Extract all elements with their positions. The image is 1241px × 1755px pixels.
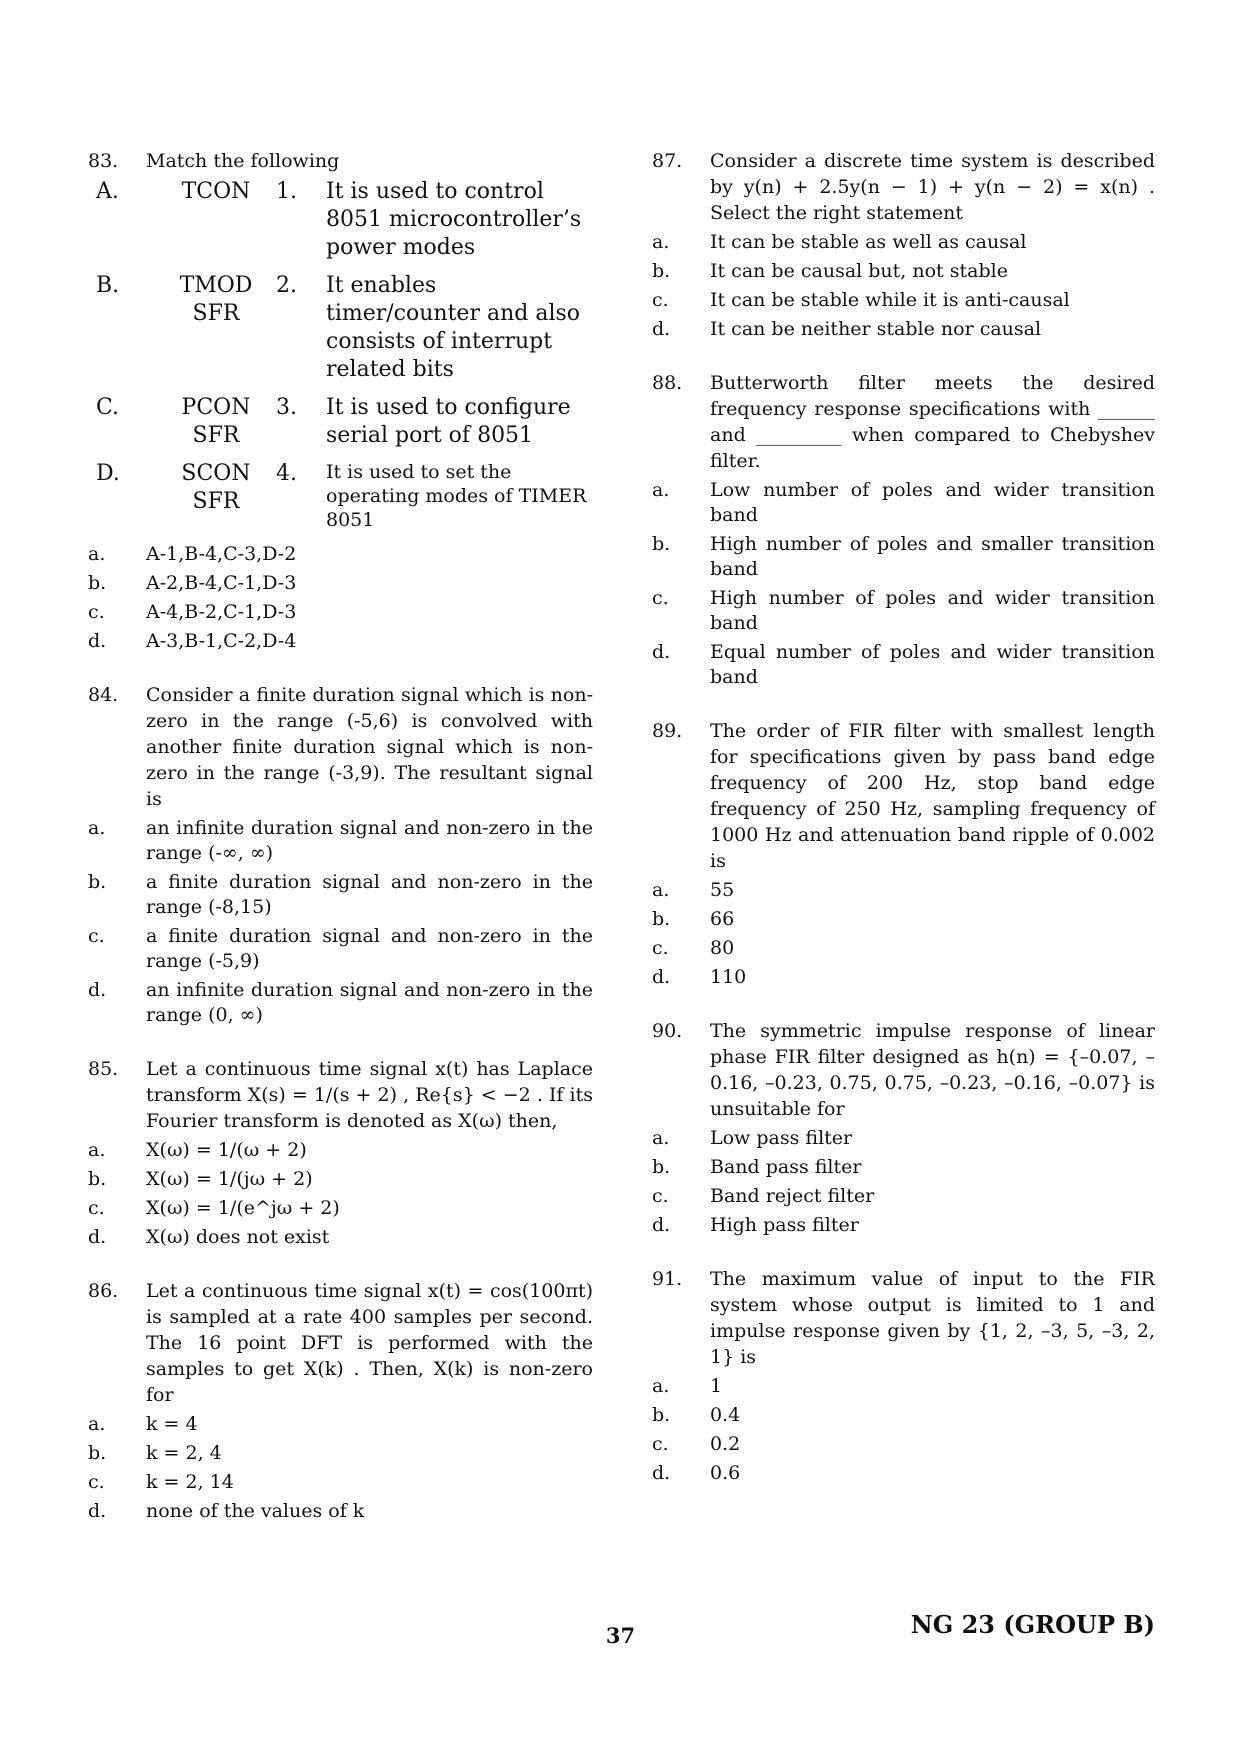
option-c — [652, 1184, 1155, 1209]
option-a — [652, 1126, 1155, 1151]
paper-code: NG 23 (GROUP B) — [910, 1610, 1155, 1639]
question-86 — [88, 1278, 593, 1524]
question-text: The maximum value of input to the FIR system whose output is limited to 1 and impulse response given by {1, 2, –3, 5, –3, 2, 1} is — [710, 1268, 1155, 1368]
option-b — [652, 259, 1155, 284]
option-a — [88, 1138, 593, 1163]
question-83 — [88, 148, 593, 654]
option-text: an infinite duration signal and non-zero in the range (0, ∞) — [146, 979, 593, 1026]
option-label: d. — [88, 630, 107, 652]
question-number: 85. — [88, 1058, 119, 1080]
options-list — [652, 230, 1155, 342]
option-label: c. — [88, 1471, 105, 1493]
option-a — [652, 478, 1155, 528]
option-text: X(ω) = 1/(jω + 2) — [146, 1168, 313, 1190]
question-number: 84. — [88, 684, 119, 706]
option-b — [652, 907, 1155, 932]
option-b — [652, 532, 1155, 582]
option-text: X(ω) = 1/(e^jω + 2) — [146, 1197, 340, 1219]
question-text: The symmetric impulse response of linear phase FIR filter designed as h(n) = {–0.07, –0.16, –0.23, 0.75, 0.75, –0.23, –0.16, –0.07} is unsuitable for — [710, 1020, 1155, 1120]
option-label: d. — [652, 1214, 671, 1236]
option-text: a finite duration signal and non-zero in the range (-5,9) — [146, 925, 593, 972]
option-c — [88, 1470, 593, 1495]
option-d — [652, 1213, 1155, 1238]
match-term: TMOD SFR — [179, 273, 253, 326]
question-text: Consider a finite duration signal which is non-zero in the range (-5,6) is convolved with another finite duration signal which is non-zero in the range (-3,9). The resultant signal is — [146, 684, 593, 810]
match-row — [88, 272, 593, 384]
options-list — [652, 1126, 1155, 1238]
option-label: d. — [88, 1500, 107, 1522]
option-label: c. — [88, 1197, 105, 1219]
option-text: none of the values of k — [146, 1500, 365, 1522]
option-c — [652, 936, 1155, 961]
option-c — [652, 586, 1155, 636]
option-b — [652, 1155, 1155, 1180]
option-text: 110 — [710, 966, 747, 988]
option-text: A-4,B-2,C-1,D-3 — [146, 601, 297, 623]
option-label: b. — [88, 871, 107, 893]
question-text: The order of FIR filter with smallest length for specifications given by pass band edge frequency of 200 Hz, stop band edge frequency of 250 Hz, sampling frequency of 1000 Hz and attenuation band ripple of 0.002 is — [710, 720, 1155, 872]
option-text: 1 — [710, 1375, 723, 1397]
option-label: c. — [652, 1185, 669, 1207]
match-description: It is used to configure serial port of 8051 — [326, 395, 571, 448]
match-row — [88, 394, 593, 450]
match-term: PCON SFR — [181, 395, 251, 448]
options-list — [652, 878, 1155, 990]
option-label: b. — [652, 908, 671, 930]
option-d — [88, 629, 593, 654]
option-label: d. — [652, 641, 671, 663]
option-text: It can be stable as well as causal — [710, 231, 1027, 253]
question-85 — [88, 1056, 593, 1250]
option-d — [88, 978, 593, 1028]
option-c — [88, 600, 593, 625]
option-d — [652, 640, 1155, 690]
option-label: c. — [88, 925, 105, 947]
option-text: A-2,B-4,C-1,D-3 — [146, 572, 297, 594]
option-text: Band reject filter — [710, 1185, 875, 1207]
question-text: Let a continuous time signal x(t) has Laplace transform X(s) = 1/(s + 2) , Re{s} < −2 . If its Fourier transform is denoted as X(ω) then, — [146, 1058, 593, 1132]
option-d — [652, 965, 1155, 990]
match-letter: B. — [96, 273, 120, 298]
option-d — [652, 1461, 1155, 1486]
option-text: High number of poles and wider transition band — [710, 587, 1155, 634]
question-87 — [652, 148, 1155, 342]
match-letter: D. — [96, 461, 120, 486]
question-84 — [88, 682, 593, 1028]
option-label: c. — [652, 937, 669, 959]
match-number: 1. — [276, 179, 297, 204]
question-90 — [652, 1018, 1155, 1238]
option-label: c. — [652, 587, 669, 609]
option-label: d. — [88, 979, 107, 1001]
option-b — [88, 1167, 593, 1192]
question-91 — [652, 1266, 1155, 1486]
option-label: a. — [652, 1375, 670, 1397]
page-number: 37 — [605, 1623, 636, 1648]
option-text: A-1,B-4,C-3,D-2 — [146, 543, 297, 565]
option-label: a. — [88, 1413, 106, 1435]
option-c — [652, 288, 1155, 313]
match-term: TCON — [181, 179, 251, 204]
option-c — [652, 1432, 1155, 1457]
option-label: d. — [652, 1462, 671, 1484]
match-number: 2. — [276, 273, 297, 298]
option-text: A-3,B-1,C-2,D-4 — [146, 630, 297, 652]
options-list — [88, 816, 593, 1028]
question-number: 83. — [88, 150, 119, 172]
option-text: Low pass filter — [710, 1127, 853, 1149]
option-label: b. — [88, 1168, 107, 1190]
question-number: 87. — [652, 150, 683, 172]
option-label: d. — [652, 966, 671, 988]
option-text: It can be causal but, not stable — [710, 260, 1008, 282]
options-list — [88, 1412, 593, 1524]
question-number: 91. — [652, 1268, 683, 1290]
option-label: c. — [652, 1433, 669, 1455]
option-label: b. — [88, 572, 107, 594]
match-description: It is used to set the operating modes of TIMER 8051 — [326, 461, 587, 531]
option-label: b. — [652, 533, 671, 555]
option-b — [88, 870, 593, 920]
question-text: Consider a discrete time system is described by y(n) + 2.5y(n − 1) + y(n − 2) = x(n) . Select the right statement — [710, 150, 1155, 224]
question-89 — [652, 718, 1155, 990]
option-text: k = 2, 4 — [146, 1442, 222, 1464]
option-text: High pass filter — [710, 1214, 859, 1236]
option-label: b. — [652, 1156, 671, 1178]
option-a — [88, 1412, 593, 1437]
option-text: k = 2, 14 — [146, 1471, 234, 1493]
option-text: Equal number of poles and wider transition band — [710, 641, 1155, 688]
match-row — [88, 178, 593, 262]
option-text: X(ω) does not exist — [146, 1226, 330, 1248]
match-term: SCON SFR — [181, 461, 251, 514]
option-text: a finite duration signal and non-zero in the range (-8,15) — [146, 871, 593, 918]
question-text: Let a continuous time signal x(t) = cos(100πt) is sampled at a rate 400 samples per second. The 16 point DFT is performed with the samples to get X(k) . Then, X(k) is non-zero for — [146, 1280, 593, 1406]
options-list — [88, 542, 593, 654]
option-d — [88, 1499, 593, 1524]
option-label: a. — [88, 817, 106, 839]
option-b — [88, 571, 593, 596]
option-a — [652, 1374, 1155, 1399]
option-text: X(ω) = 1/(ω + 2) — [146, 1139, 307, 1161]
question-text: Butterworth filter meets the desired frequency response specifications with ______ and _________ when compared to Chebyshev filter. — [710, 372, 1155, 472]
option-label: a. — [88, 543, 106, 565]
option-text: 80 — [710, 937, 735, 959]
question-number: 90. — [652, 1020, 683, 1042]
option-label: a. — [652, 231, 670, 253]
question-number: 88. — [652, 372, 683, 394]
option-text: High number of poles and smaller transition band — [710, 533, 1155, 580]
option-c — [88, 1196, 593, 1221]
match-description: It is used to control 8051 microcontroller’s power modes — [326, 179, 582, 260]
question-number: 86. — [88, 1280, 119, 1302]
option-text: Band pass filter — [710, 1156, 862, 1178]
option-text: k = 4 — [146, 1413, 198, 1435]
match-number: 3. — [276, 395, 297, 420]
option-label: a. — [88, 1139, 106, 1161]
option-label: a. — [652, 479, 670, 501]
match-description: It enables timer/counter and also consists of interrupt related bits — [326, 273, 581, 382]
match-letter: A. — [96, 179, 119, 204]
option-label: a. — [652, 879, 670, 901]
option-text: an infinite duration signal and non-zero in the range (-∞, ∞) — [146, 817, 593, 864]
option-text: 0.4 — [710, 1404, 741, 1426]
option-label: b. — [652, 260, 671, 282]
question-number: 89. — [652, 720, 683, 742]
option-c — [88, 924, 593, 974]
match-letter: C. — [96, 395, 120, 420]
option-d — [652, 317, 1155, 342]
option-label: d. — [652, 318, 671, 340]
options-list — [652, 1374, 1155, 1486]
option-text: It can be neither stable nor causal — [710, 318, 1042, 340]
question-88 — [652, 370, 1155, 690]
option-a — [652, 878, 1155, 903]
option-label: c. — [88, 601, 105, 623]
right-column — [652, 148, 1155, 1514]
option-text: 0.2 — [710, 1433, 741, 1455]
match-row — [88, 460, 593, 532]
option-label: c. — [652, 289, 669, 311]
match-number: 4. — [276, 461, 297, 486]
option-text: 0.6 — [710, 1462, 741, 1484]
left-column — [88, 148, 593, 1552]
options-list — [88, 1138, 593, 1250]
option-text: 66 — [710, 908, 735, 930]
option-a — [652, 230, 1155, 255]
option-d — [88, 1225, 593, 1250]
option-a — [88, 816, 593, 866]
question-text: Match the following — [146, 150, 340, 172]
options-list — [652, 478, 1155, 690]
match-table — [88, 178, 593, 532]
option-b — [88, 1441, 593, 1466]
option-text: Low number of poles and wider transition band — [710, 479, 1155, 526]
option-label: b. — [652, 1404, 671, 1426]
option-b — [652, 1403, 1155, 1428]
option-label: d. — [88, 1226, 107, 1248]
option-a — [88, 542, 593, 567]
option-label: b. — [88, 1442, 107, 1464]
option-text: 55 — [710, 879, 735, 901]
option-label: a. — [652, 1127, 670, 1149]
option-text: It can be stable while it is anti-causal — [710, 289, 1070, 311]
